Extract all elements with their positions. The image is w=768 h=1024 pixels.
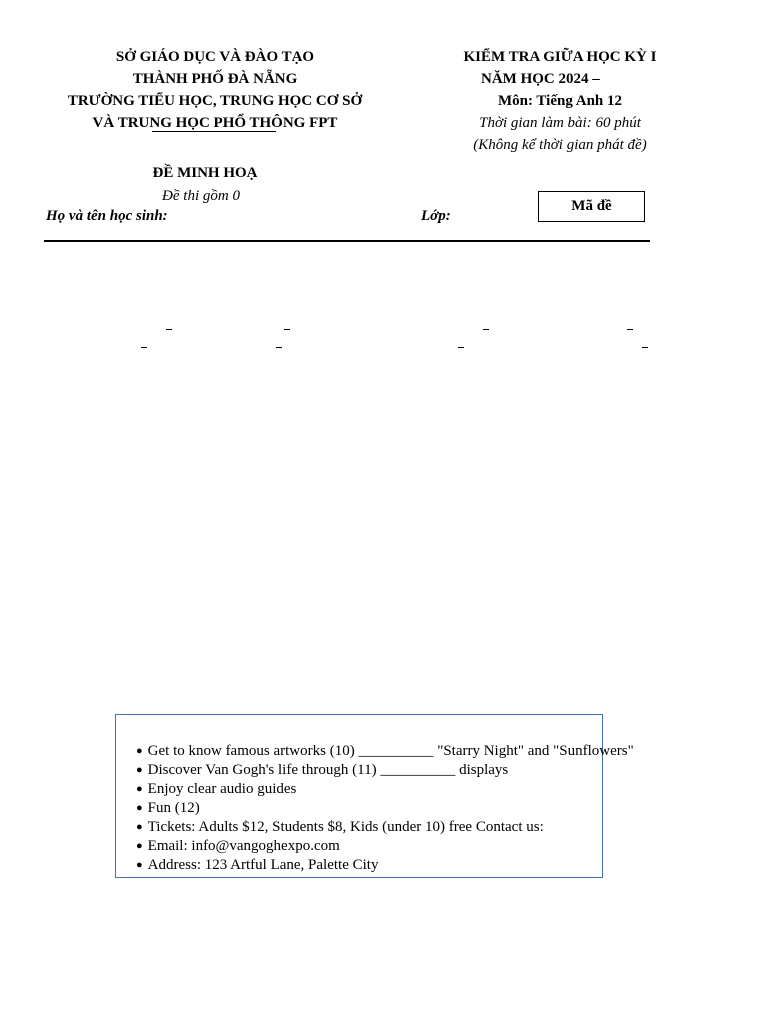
exam-code-box: Mã đề <box>538 191 645 222</box>
dash-mark <box>483 329 489 330</box>
exam-heading: ĐỀ MINH HOẠ <box>152 165 258 181</box>
school-underline <box>152 131 276 132</box>
advertisement-box <box>115 714 634 878</box>
list-item: ● Email: info@vangoghexpo.com <box>136 837 634 856</box>
subject: Môn: Tiếng Anh 12 <box>497 93 623 109</box>
list-item: ● Address: 123 Artful Lane, Palette City <box>136 856 634 875</box>
time-note: (Không kể thời gian phát đề) <box>473 137 647 153</box>
dash-mark <box>458 347 464 348</box>
list-item: ● Get to know famous artworks (10) __________ "Starry Night" and "Sunflowers" <box>136 742 634 761</box>
list-item: ● Discover Van Gogh's life through (11) __________ displays <box>136 761 634 780</box>
dash-mark <box>642 347 648 348</box>
department-line: SỞ GIÁO DỤC VÀ ĐÀO TẠO <box>115 49 315 65</box>
dash-mark <box>166 329 172 330</box>
advertisement-list <box>136 742 634 875</box>
list-item: ● Tickets: Adults $12, Students $8, Kids (under 10) free Contact us: <box>136 818 634 837</box>
exam-title: KIỂM TRA GIỮA HỌC KỲ I <box>463 49 657 65</box>
title-block <box>40 162 370 207</box>
school-line-2: VÀ TRUNG HỌC PHỔ THÔNG FPT <box>92 115 338 131</box>
student-name-label: Họ và tên học sinh: <box>46 208 168 224</box>
exam-header <box>440 46 680 156</box>
class-label: Lớp: <box>421 208 451 224</box>
header-divider <box>44 240 650 242</box>
school-line-1: TRƯỜNG TIỂU HỌC, TRUNG HỌC CƠ SỞ <box>67 93 363 109</box>
city-line: THÀNH PHỐ ĐÀ NẴNG <box>132 71 298 87</box>
dash-mark <box>141 347 147 348</box>
dash-mark <box>627 329 633 330</box>
list-item: ● Enjoy clear audio guides <box>136 780 634 799</box>
school-header <box>40 46 390 134</box>
page-count: Đề thi gồm 0 <box>162 188 240 204</box>
dash-mark <box>276 347 282 348</box>
school-year: NĂM HỌC 2024 – <box>481 71 600 87</box>
dash-mark <box>284 329 290 330</box>
list-item: ● Fun (12) <box>136 799 634 818</box>
exam-time: Thời gian làm bài: 60 phút <box>479 115 641 131</box>
